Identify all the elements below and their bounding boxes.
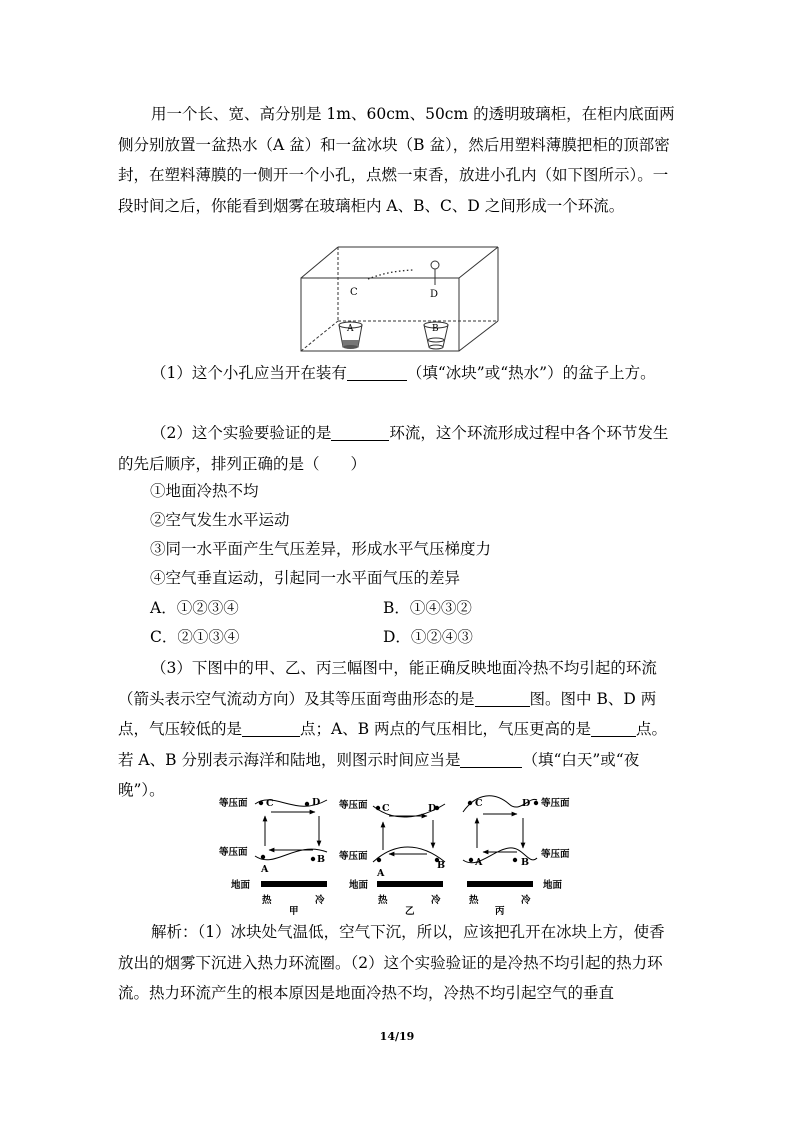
svg-text:D: D [522,798,531,809]
yi-isobar-label-bottom: 等压面 [339,851,368,862]
incense-stick [431,261,439,285]
q1-answer-blank[interactable] [347,362,407,381]
q3-text-3: 点；A、B 两点的气压相比，气压更高的是 [300,720,592,738]
q1-text-before: （1）这个小孔应当开在装有 [151,364,347,382]
q3-text-1: （3）下图中的甲、乙、丙三幅图中，能正确反映地面冷热不均引起的环流（箭头表示空气流动方向）及其等压面弯曲形态的是 [118,659,657,708]
q3-blank-3[interactable] [591,718,636,737]
intro-paragraph: 用一个长、宽、高分别是 1m、60cm、50cm 的透明玻璃柜，在柜内底面两侧分别放置一盆热水（A 盆）和一盆冰块（B 盆），然后用塑料薄膜把柜的顶部密封，在塑料薄膜的一侧开一个小孔，点燃一束香，放进小孔内（如下图所示）。一段时间之后，你能看到烟雾在玻璃柜内 A、B、C、D 之间形成一个环流。 [118,105,675,215]
svg-text:A: A [261,864,269,875]
svg-text:C: C [475,798,483,809]
svg-text:C: C [382,803,390,814]
question-2 [118,418,678,479]
label-a: A [347,324,354,334]
caption-yi: 乙 [405,906,415,917]
option-a[interactable]: A．①②③④ [150,599,239,617]
svg-text:热: 热 [262,895,272,906]
q3-text-4: 点。若 A、B 分别表示海洋和陆地，则图示时间应当是 [118,720,668,769]
bing-isobar-label-top: 等压面 [541,798,570,809]
label-b: B [432,324,439,334]
q3-text-2: 图。图中 B、D 两点，气压较低的是 [118,689,657,738]
svg-text:A: A [377,868,385,879]
svg-text:冷: 冷 [315,895,325,906]
q3-text-5: （填“白天”或“夜晚”）。 [118,750,640,799]
svg-text:热: 热 [469,895,479,906]
step-4: ④空气垂直运动，引起同一水平面气压的差异 [150,569,461,587]
svg-text:冷: 冷 [431,895,441,906]
svg-text:B: B [317,854,326,865]
q1-text-after: （填“冰块”或“热水”）的盆子上方。 [406,364,656,382]
svg-text:地面: 地面 [231,880,251,891]
option-c[interactable]: C．②①③④ [150,628,240,646]
caption-jia: 甲 [289,906,299,917]
svg-text:冷: 冷 [521,895,531,906]
yi-isobar-label-top: 等压面 [339,800,368,811]
diagram-yi [339,799,445,917]
svg-text:A: A [475,857,483,868]
step-1: ①地面冷热不均 [150,482,259,500]
q2-text-after: 环流，这个环流形成过程中各个环节发生的先后顺序，排列正确的是（ ） [118,424,669,473]
option-d[interactable]: D．①②④③ [383,628,473,646]
label-c: C [350,287,358,298]
svg-text:D: D [428,803,437,814]
svg-text:B: B [437,860,446,871]
caption-bing: 丙 [495,906,505,917]
step-3: ③同一水平面产生气压差异，形成水平气压梯度力 [150,540,492,558]
diagram-bing [463,796,570,917]
question-1 [118,358,678,389]
option-b[interactable]: B．①④③② [383,599,472,617]
yi-ground-bar [377,881,443,887]
svg-text:热: 热 [378,895,388,906]
svg-text:D: D [312,797,321,808]
bing-ground-bar [467,881,533,887]
analysis-paragraph: 解析：（1）冰块处气温低，空气下沉，所以，应该把孔开在冰块上方，使香放出的烟雾下沉进入热力环流圈。（2）这个实验验证的是冷热不均引起的热力环流。热力环流产生的根本原因是地面冷热不均，冷热不均引起空气的垂直 [118,923,665,1002]
diagram-jia [219,797,327,917]
circulation-diagrams [215,790,585,920]
svg-text:B: B [521,857,530,868]
question-3 [118,653,678,806]
svg-text:地面: 地面 [349,880,369,891]
page-number: 14/19 [379,1030,415,1043]
bing-isobar-label-bottom: 等压面 [541,849,570,860]
q2-text-before: （2）这个实验要验证的是 [151,424,332,442]
jia-isobar-label-bottom: 等压面 [219,847,248,858]
jia-isobar-label-top: 等压面 [219,798,248,809]
q2-answer-blank[interactable] [331,422,389,441]
q3-blank-2[interactable] [242,718,300,737]
jia-ground-bar [261,881,327,887]
svg-text:地面: 地面 [543,880,563,891]
label-d: D [430,289,439,300]
glass-box-figure [298,243,514,355]
q3-blank-4[interactable] [460,749,522,768]
q3-blank-1[interactable] [475,688,530,707]
svg-text:C: C [266,798,274,809]
step-2: ②空气发生水平运动 [150,511,290,529]
